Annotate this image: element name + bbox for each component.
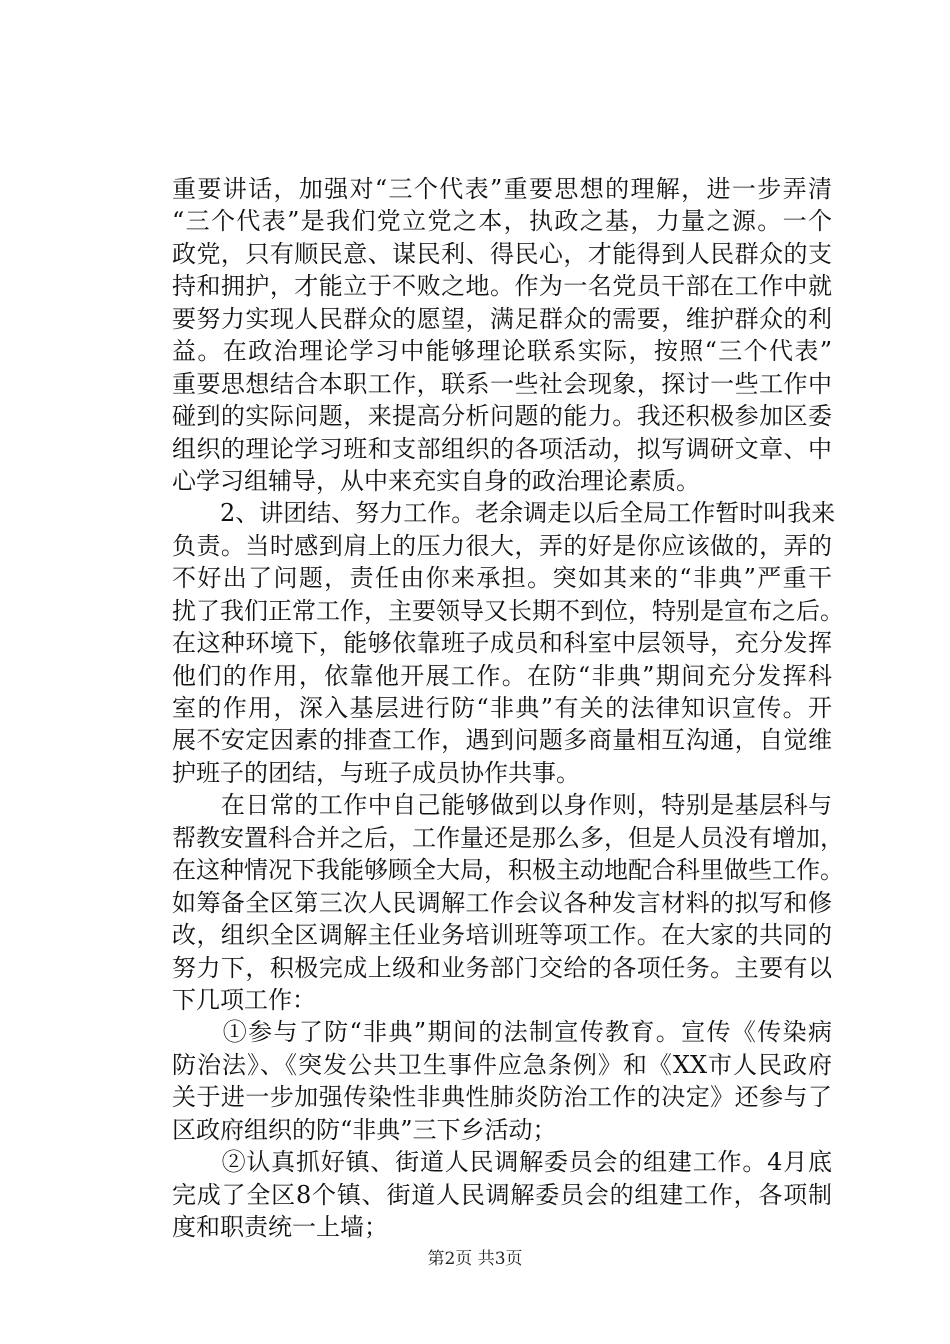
- text-line: 益。在政治理论学习中能够理论联系实际，按照“三个代表”: [172, 337, 832, 366]
- text-line: 下几项工作：: [172, 985, 316, 1014]
- text-line: 组织的理论学习班和支部组织的各项活动，拟写调研文章、中: [172, 434, 832, 463]
- text-line: 持和拥护，才能立于不败之地。作为一名党员干部在工作中就: [172, 272, 832, 301]
- text-line: 负责。当时感到肩上的压力很大，弄的好是你应该做的，弄的: [172, 531, 832, 560]
- text-line: 区政府组织的防“非典”三下乡活动；: [172, 1115, 557, 1144]
- text-line: “三个代表”是我们党立党之本，执政之基，力量之源。一个: [172, 207, 832, 236]
- text-line: 改，组织全区调解主任业务培训班等项工作。在大家的共同的: [172, 921, 832, 950]
- text-line: 完成了全区8个镇、街道人民调解委员会的组建工作，各项制: [172, 1180, 832, 1209]
- text-line: 展不安定因素的排查工作，遇到问题多商量相互沟通，自觉维: [172, 726, 832, 755]
- text-line: 防治法》、《突发公共卫生事件应急条例》和《XX市人民政府: [172, 1050, 832, 1079]
- text-line: 如筹备全区第三次人民调解工作会议各种发言材料的拟写和修: [172, 888, 832, 917]
- text-line: 2、讲团结、努力工作。老余调走以后全局工作暂时叫我来: [172, 499, 836, 528]
- text-line: 帮教安置科合并之后，工作量还是那么多，但是人员没有增加，: [172, 823, 844, 852]
- document-body: [172, 173, 844, 1243]
- text-line: 关于进一步加强传染性非典性肺炎防治工作的决定》还参与了: [172, 1083, 832, 1112]
- text-line: 度和职责统一上墙；: [172, 1213, 388, 1241]
- text-line: ①参与了防“非典”期间的法制宣传教育。宣传《传染病: [172, 1018, 832, 1047]
- text-line: 室的作用，深入基层进行防“非典”有关的法律知识宣传。开: [172, 694, 832, 722]
- text-line: 不好出了问题，责任由你来承担。突如其来的“非典”严重干: [172, 564, 832, 593]
- text-line: 政党，只有顺民意、谋民利、得民心，才能得到人民群众的支: [172, 239, 832, 268]
- text-line: 重要思想结合本职工作，联系一些社会现象，探讨一些工作中: [172, 369, 832, 398]
- text-line: 心学习组辅导，从中来充实自身的政治理论素质。: [172, 466, 700, 495]
- text-line: 努力下，积极完成上级和业务部门交给的各项任务。主要有以: [172, 953, 832, 982]
- text-line: 在日常的工作中自己能够做到以身作则，特别是基层科与: [172, 791, 832, 820]
- text-line: 碰到的实际问题，来提高分析问题的能力。我还积极参加区委: [172, 402, 832, 431]
- text-line: 重要讲话，加强对“三个代表”重要思想的理解，进一步弄清: [172, 175, 832, 203]
- text-line: 要努力实现人民群众的愿望，满足群众的需要，维护群众的利: [172, 304, 832, 333]
- text-line: 在这种环境下，能够依靠班子成员和科室中层领导，充分发挥: [172, 629, 832, 658]
- text-line: ②认真抓好镇、街道人民调解委员会的组建工作。4月底: [172, 1148, 832, 1177]
- page-number-footer: 第2页 共3页: [427, 1249, 523, 1269]
- text-line: 在这种情况下我能够顾全大局，积极主动地配合科里做些工作。: [172, 856, 844, 885]
- text-line: 护班子的团结，与班子成员协作共事。: [172, 758, 580, 787]
- text-line: 他们的作用，依靠他开展工作。在防“非典”期间充分发挥科: [172, 661, 832, 690]
- text-line: 扰了我们正常工作，主要领导又长期不到位，特别是宣布之后。: [172, 596, 844, 625]
